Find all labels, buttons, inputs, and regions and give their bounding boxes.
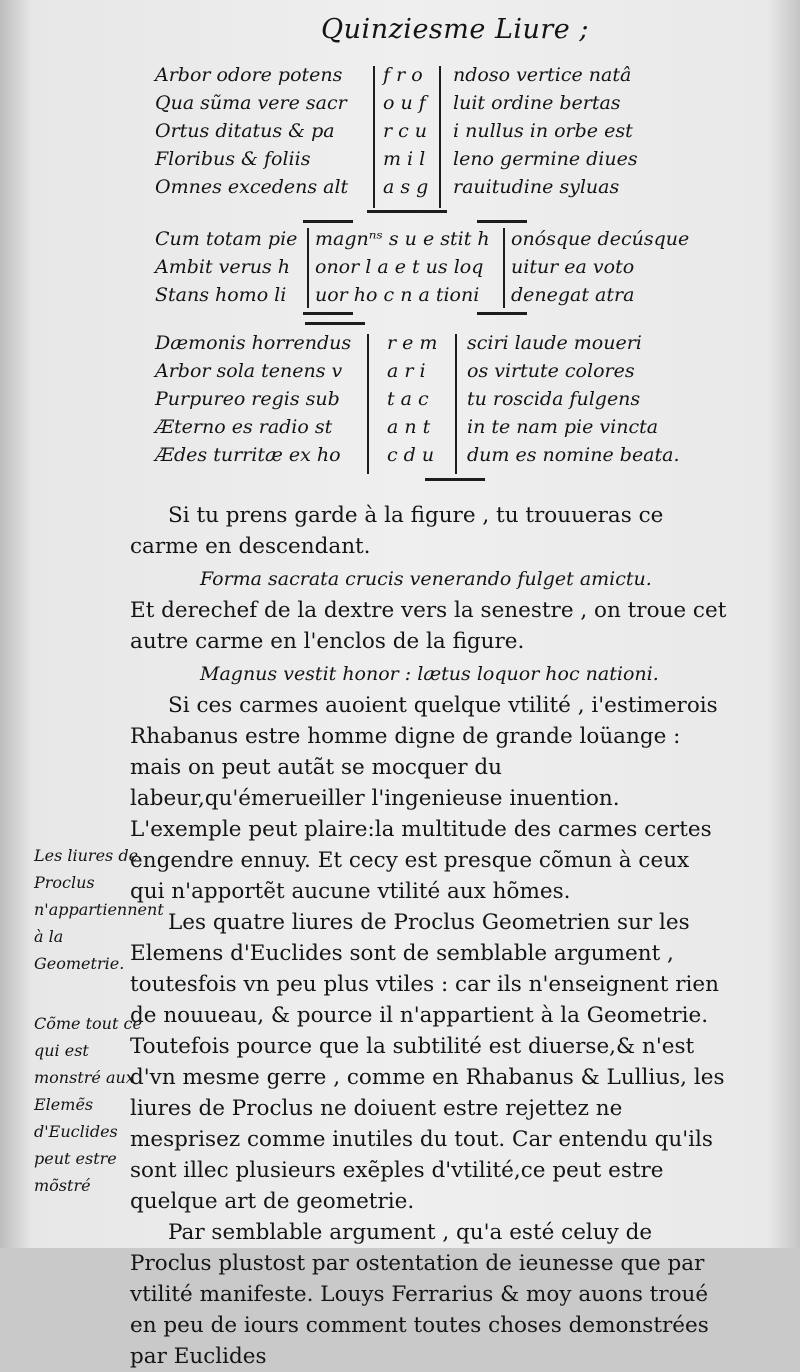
paragraph: Par semblable argument , qu'a esté celuy de Proclus plustost par ostentation de ieunesse que par vtilité manifeste. Louys Ferrarius & moy auons troué en peu de iours comment toutes choses demonstrées par Euclides [130,1220,709,1369]
divider-rule [425,478,485,481]
paragraph: Si tu prens garde à la figure , tu trouueras ce carme en descendant. [130,503,664,559]
paragraph: Les quatre liures de Proclus Geometrien sur les Elemens d'Euclides sont de semblable argument , toutesfois vn peu plus vtiles : car ils n'enseignent rien de nouueau, & pource il n'appartient à la Geometrie. Toutefois pource que la subtilité est diuerse,& n'est d'vn mesme gerre , comme en Rhabanus & Lullius, les liures de Proclus ne doiuent estre rejettez ne mesprisez comme inutiles du tout. Car entendu qu'ils sont illec plusieurs exẽples d'vtilité,ce peut estre quelque art de geometrie. [130,910,725,1214]
column-rule [455,334,457,474]
column-rule [439,66,441,208]
running-title: Quinziesme Liure ; [321,14,589,45]
column-rule [367,334,369,474]
book-page: Quinziesme Liure ; Arbor odore potens f r o ndoso vertice natâ Qua sũma vere sacr o u f luit ordine bertas Ortus ditatus & pa r c u i nullus in orbe est Floribus & foliis m i l leno germine diues Omnes excedens alt a s g rauitudine syluas Cum totam pie magnⁿˢ s u e stit h onósque decúsque Ambit verus h onor l a e t us loq uitur ea voto Stans homo li uor ho c n a tioni denegat atra Dæmonis horrendus r e m sciri laude moueri Arbor sola tenens v a r i os virtute colores Purpureo regis sub t a c tu roscida fulgens Æterno es radio st a n t in te nam pie vincta Ædes turritæ ex ho c d u dum es nomine beata. Si tu prens garde à la figure , tu trouueras ce carme en descendant. Forma sacrata crucis venerando fulget amictu. Et derechef de la dextre vers la senestre , on troue cet autre carme en l'enclos de la figure. Magnus vestit honor : lætus loquor hoc nationi. Si ces carmes auoient quelque vtilité , i'estimerois Rhabanus estre homme digne de grande loüange : mais on peut autãt se mocquer du labeur,qu'émerueiller l'ingenieuse inuention. L'exemple peut plaire:la multitude des carmes certes engendre ennuy. Et cecy est presque cõmun à ceux qui n'apportẽt aucune vtilité aux hõmes. Les quatre liures de Proclus Geometrien sur les Elemens d'Euclides sont de semblable argument , toutesfois vn peu plus vtiles : car ils n'enseignent rien de nouueau, & pource il n'appartient à la Geometrie. Toutefois pource que la subtilité est diuerse,& n'est d'vn mesme gerre , comme en Rhabanus & Lullius, les liures de Proclus ne doiuent estre rejettez ne mesprisez comme inutiles du tout. Car entendu qu'ils sont illec plusieurs exẽples d'vtilité,ce peut estre quelque art de geometrie. Par semblable argument , qu'a esté celuy de Proclus plustost par ostentation de ieunesse que par vtilité manifeste. Louys Ferrarius & moy auons troué en peu de iours comment toutes choses demonstrées par Euclides Les liures de Proclus n'appartiennent à la Geometrie. Cõme tout ce qui est monstré aux Elemẽs d'Euclides peut estre mõstré [0,0,800,1248]
divider-rule [477,312,527,315]
divider-rule [303,312,353,315]
divider-rule [477,220,527,223]
divider-rule [303,220,353,223]
latin-verse: Magnus vestit honor : lætus loquor hoc nationi. [200,663,659,685]
paragraph: Et derechef de la dextre vers la senestre , on troue cet autre carme en l'enclos de la figure. [130,598,727,654]
paragraph: Si ces carmes auoient quelque vtilité , i'estimerois Rhabanus estre homme digne de grande loüange : mais on peut autãt se mocquer du labeur,qu'émerueiller l'ingenieuse inuention. L'exemple peut plaire:la multitude des carmes certes engendre ennuy. Et cecy est presque cõmun à ceux qui n'apportẽt aucune vtilité aux hõmes. [130,693,718,904]
prose-body [130,500,730,1372]
divider-rule [367,210,447,213]
divider-rule [305,322,365,325]
margin-note: Cõme tout ce qui est monstré aux Elemẽs d'Euclides peut estre mõstré [34,1014,142,1195]
column-rule [307,228,309,308]
column-rule [373,66,375,208]
page-header [0,14,800,45]
margin-note: Les liures de Proclus n'appartiennent à la Geometrie. [34,846,164,973]
latin-verse: Forma sacrata crucis venerando fulget amictu. [200,568,652,590]
column-rule [503,228,505,308]
